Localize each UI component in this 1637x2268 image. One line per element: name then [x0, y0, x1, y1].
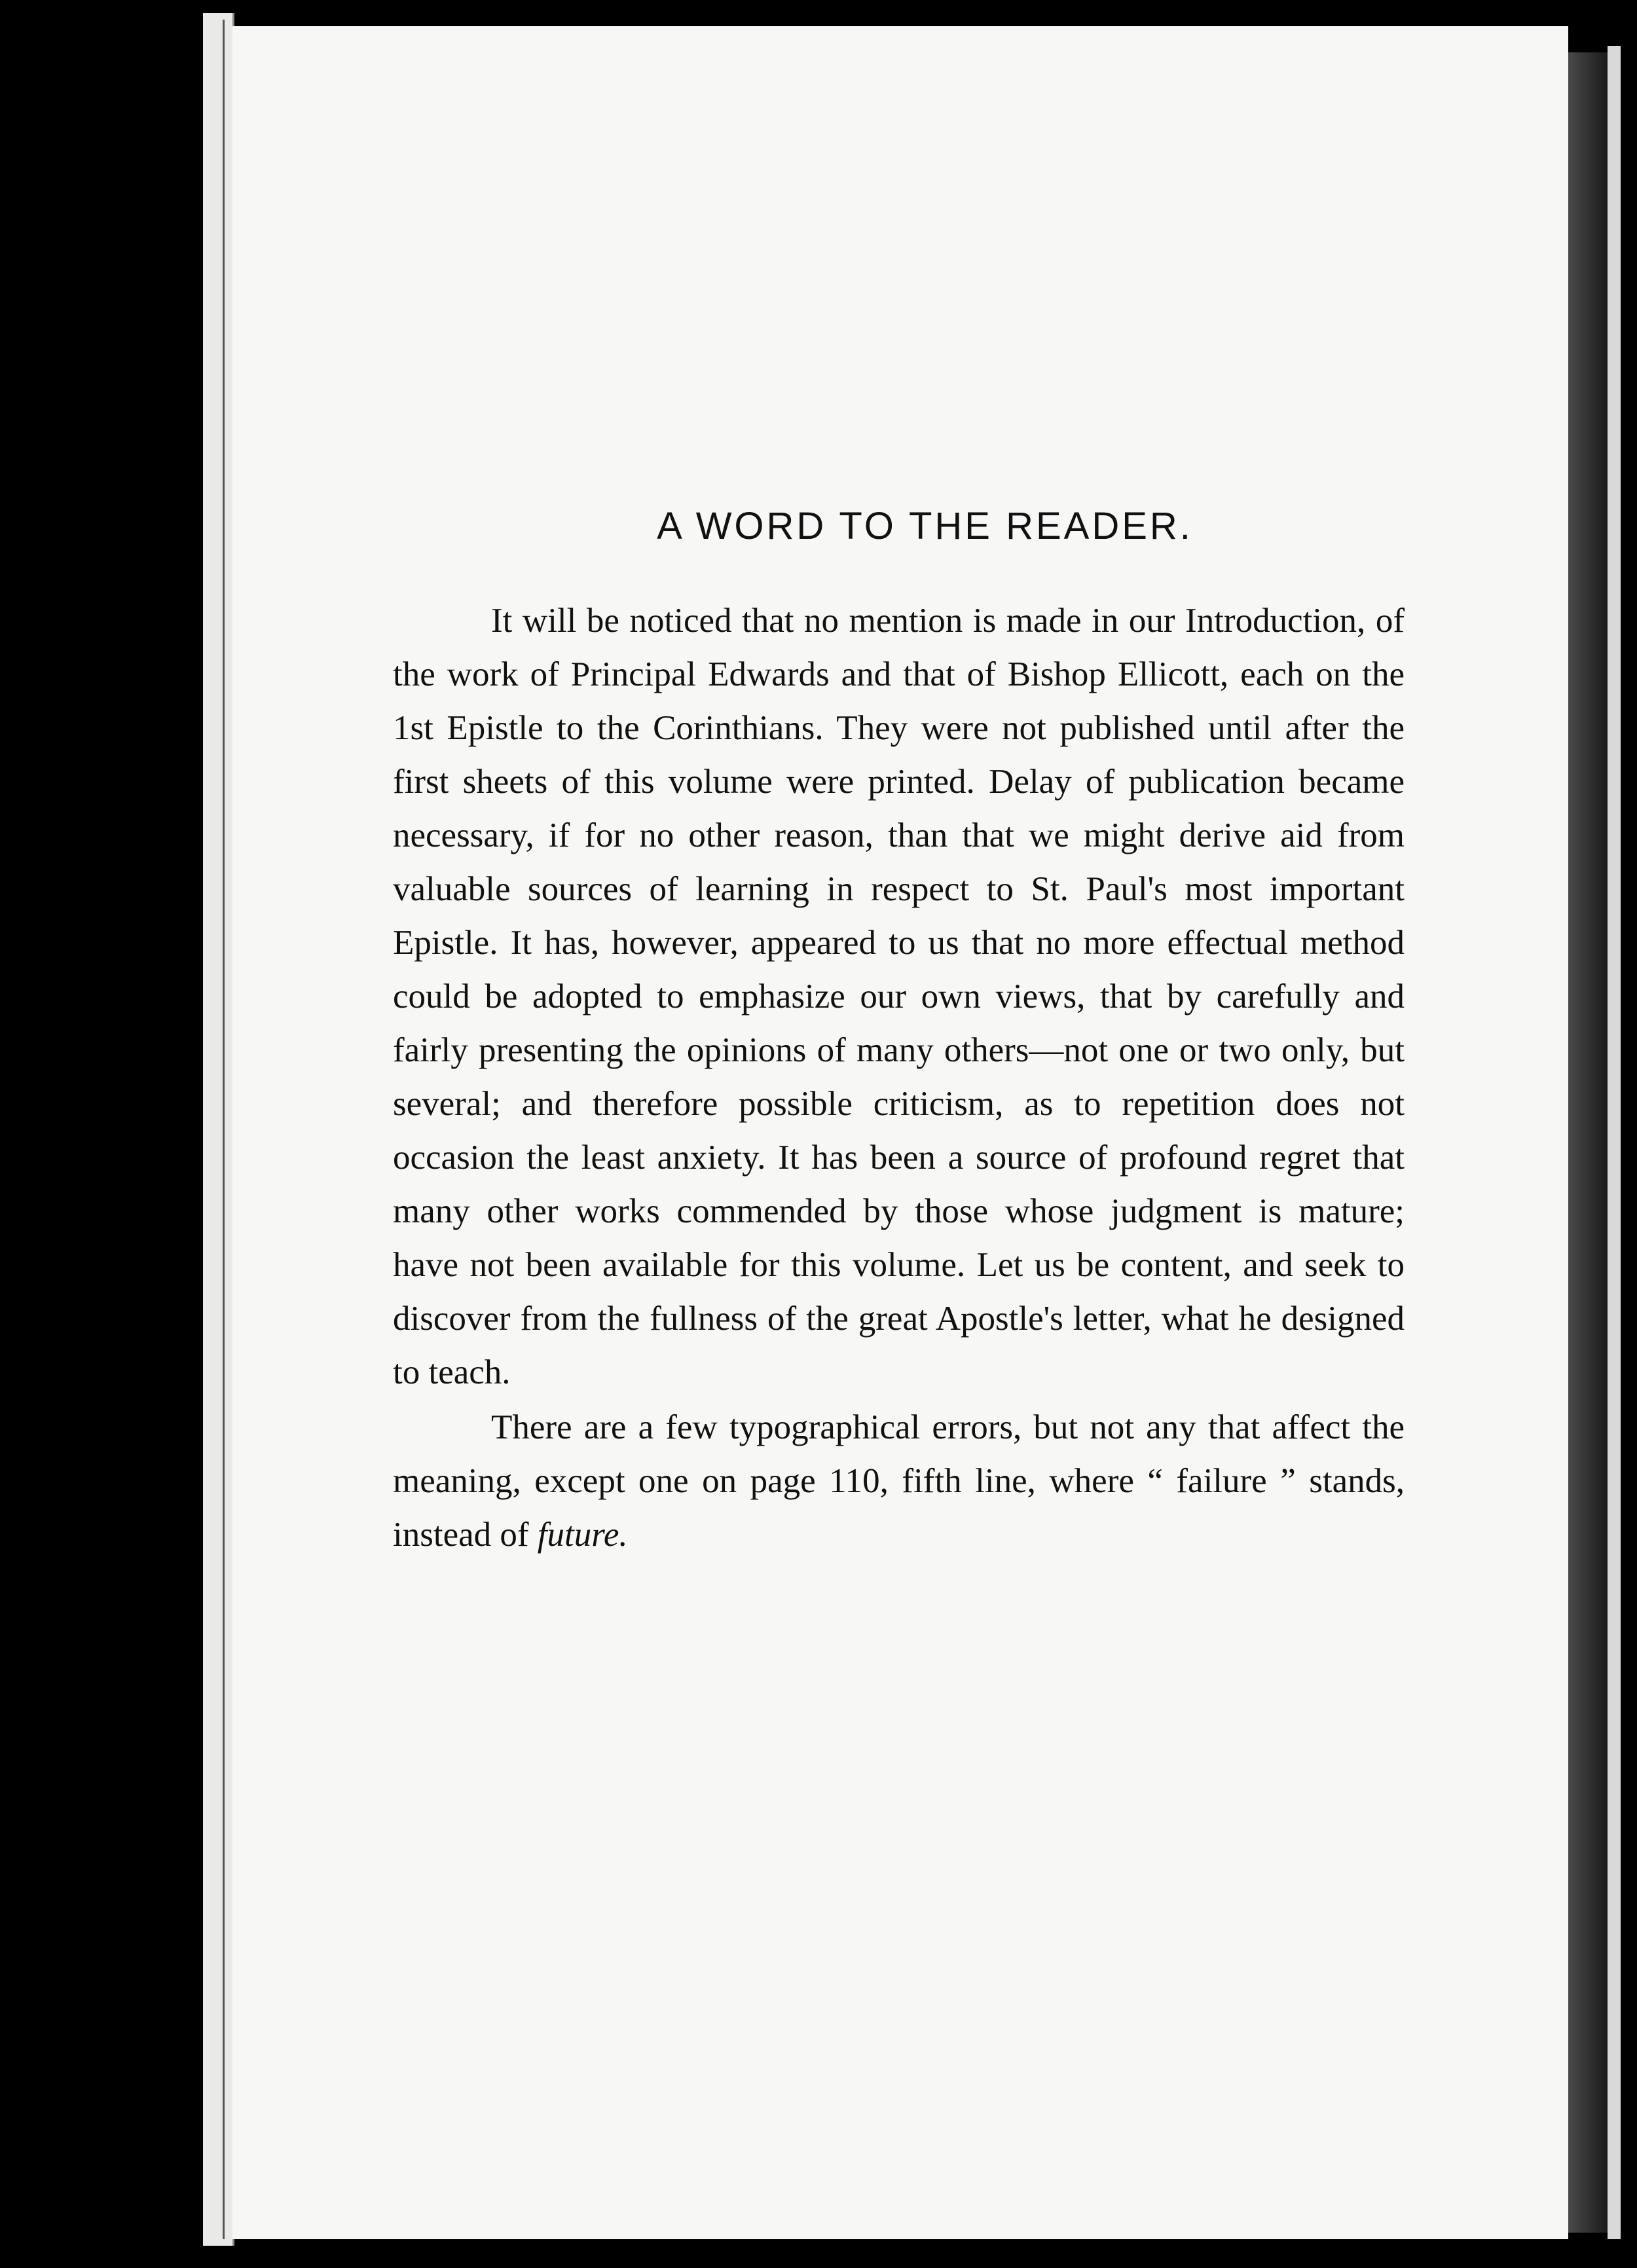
page-right-shadow — [1568, 52, 1608, 2233]
next-page-edge — [1608, 46, 1621, 2239]
page-heading: A WORD TO THE READER. — [657, 505, 1193, 547]
page-content — [393, 504, 1405, 1562]
body-paragraph-1: It will be noticed that no mention is made in our Introduction, of the work of Principal Edwards and that of Bishop Ellicott, each on the 1st Epistle to the Corinthians. They were not published until after the first sheets of this volume were printed. Delay of publication became necessary, if for no other reason, than that we might derive aid from valuable sources of learning in respect to St. Paul's most important Epistle. It has, however, appeared to us that no more effectual method could be adopted to emphasize our own views, that by carefully and fairly presenting the opinions of many others—not one or two only, but several; and therefore possible criticism, as to repetition does not occasion the least anxiety. It has been a source of profound regret that many other works commended by those whose judgment is mature; have not been available for this volume. Let us be content, and seek to discover from the fullness of the great Apostle's letter, what he designed to teach. — [393, 602, 1405, 1391]
gutter-line — [223, 20, 225, 2239]
book-left-edge — [203, 13, 234, 2246]
errata-text: There are a few typographical errors, but not any that affect the meaning, except one on page 110, fifth line, where “ failure ” stands, instead of — [393, 1408, 1405, 1554]
body-paragraph-2 — [393, 1400, 1405, 1562]
errata-italic-word: future. — [537, 1516, 628, 1554]
